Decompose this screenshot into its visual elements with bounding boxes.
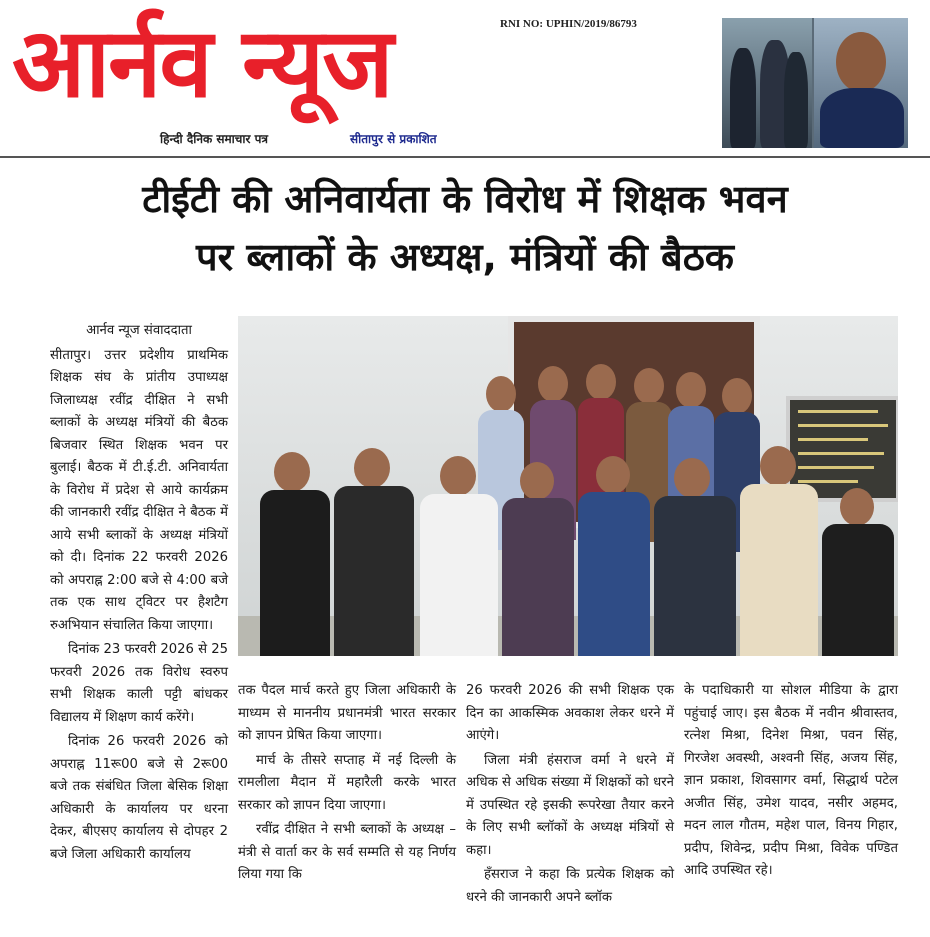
article-column-2	[238, 680, 456, 889]
masthead-photo-left	[722, 18, 812, 148]
tagline-right: सीतापुर से प्रकाशित	[350, 132, 437, 146]
paragraph: जिला मंत्री हंसराज वर्मा ने धरने में अधिक से अधिक संख्या में शिक्षकों को धरने में उपस्थित रहे इसकी रूपरेखा तैयार करने के लिए सभी ब्लॉकों के अध्यक्ष मंत्रियों से कहा।	[466, 752, 674, 858]
plaque-text-line	[798, 452, 884, 455]
paragraph: दिनांक 23 फरवरी 2026 से 25 फरवरी 2026 तक विरोध स्वरुप सभी शिक्षक काली पट्टी बांधकर विद्यालय में शिक्षण कार्य करेंगे।	[50, 642, 228, 725]
paragraph: के पदाधिकारी या सोशल मीडिया के द्वारा पहुंचाई जाए। इस बैठक में नवीन श्रीवास्तव, रत्नेश मिश्रा, दिनेश मिश्रा, पवन सिंह, गिरजेश अवस्थी, अश्वनी सिंह, अजय सिंह, ज्ञान प्रकाश, शिवसागर वर्मा, सिद्धार्थ पटेल अजीत सिंह, उमेश यादव, नसीर अहमद, मदन लाल गौतम, महेश पाल, विनय गिहार, प्रदीप, शिवेन्द्र, प्रदीप मिश्रा, विवेक पण्डित आदि उपस्थित रहे।	[684, 683, 898, 878]
plaque-text-line	[798, 410, 878, 413]
masthead-rule	[0, 156, 930, 158]
plaque-text-line	[798, 438, 868, 441]
plaque-text-line	[798, 466, 874, 469]
paragraph: 26 फरवरी 2026 की सभी शिक्षक एक दिन का आकस्मिक अवकाश लेकर धरने में आएंगे।	[466, 683, 674, 743]
headline-line-1: टीईटी की अनिवार्यता के विरोध में शिक्षक भवन	[142, 177, 788, 221]
paragraph: दिनांक 26 फरवरी 2026 को अपराह्न 11रू00 बजे से 2रू00 बजे तक संबंधित जिला बेसिक शिक्षा अधिकारी के कार्यालय पर धरना देकर, बीएसए कार्यालय से दोपहर 2 बजे जिला अधिकारी कार्यालय	[50, 734, 228, 862]
plaque-text-line	[798, 424, 888, 427]
paragraph: हँसराज ने कहा कि प्रत्येक शिक्षक को धरने की जानकारी अपने ब्लॉक	[466, 867, 674, 905]
article-column-3	[466, 680, 674, 911]
newspaper-logo: आर्नव न्यूज	[12, 7, 392, 119]
paragraph: सीतापुर। उत्तर प्रदेशीय प्राथमिक शिक्षक संघ के प्रांतीय उपाध्यक्ष जिलाध्यक्ष रवींद्र दीक्षित ने सभी ब्लाकों के अध्यक्ष मंत्रियों की बैठक बिजवार स्थित शिक्षक भवन पर बुलाई। बैठक में टी.ई.टी. अनिवार्यता के विरोध में प्रदेश से आये कार्यक्रम की जानकारी रवींद्र दीक्षित ने बैठक में आये सभी ब्लाकों के अध्यक्ष मंत्रियों को दी। दिनांक 22 फरवरी 2026 को अपराह्न 2:00 बजे से 4:00 बजे तक एक साथ ट्विटर पर हैशटैग रुअभियान संचालित किया जाएगा।	[50, 347, 228, 633]
paragraph: तक पैदल मार्च करते हुए जिला अधिकारी के माध्यम से माननीय प्रधानमंत्री भारत सरकार को ज्ञापन प्रेषित किया जाएगा।	[238, 683, 456, 743]
tagline-left: हिन्दी दैनिक समाचार पत्र	[160, 132, 269, 146]
article-photo	[238, 316, 898, 656]
masthead	[0, 0, 930, 160]
figure-silhouette	[730, 48, 756, 148]
rni-number: RNI NO: UPHIN/2019/86793	[500, 18, 637, 30]
masthead-photo-right	[814, 18, 908, 148]
byline: आर्नव न्यूज संवाददाता	[86, 323, 192, 338]
headline	[0, 170, 930, 286]
article-column-1	[50, 320, 228, 868]
article-column-4	[684, 680, 898, 885]
paragraph: रवींद्र दीक्षित ने सभी ब्लाकों के अध्यक्ष – मंत्री से वार्ता कर के सर्व सम्मति से यह निर्णय लिया गया कि	[238, 822, 456, 882]
figure-silhouette	[784, 52, 808, 148]
headline-line-2: पर ब्लाकों के अध्यक्ष, मंत्रियों की बैठक	[196, 235, 734, 279]
plaque-text-line	[798, 480, 858, 483]
paragraph: मार्च के तीसरे सप्ताह में नई दिल्ली के रामलीला मैदान में महारैली करके भारत सरकार को ज्ञापन दिया जाएगा।	[238, 752, 456, 813]
portrait-face	[836, 32, 886, 92]
portrait-body	[820, 88, 904, 148]
masthead-photo	[722, 18, 908, 148]
